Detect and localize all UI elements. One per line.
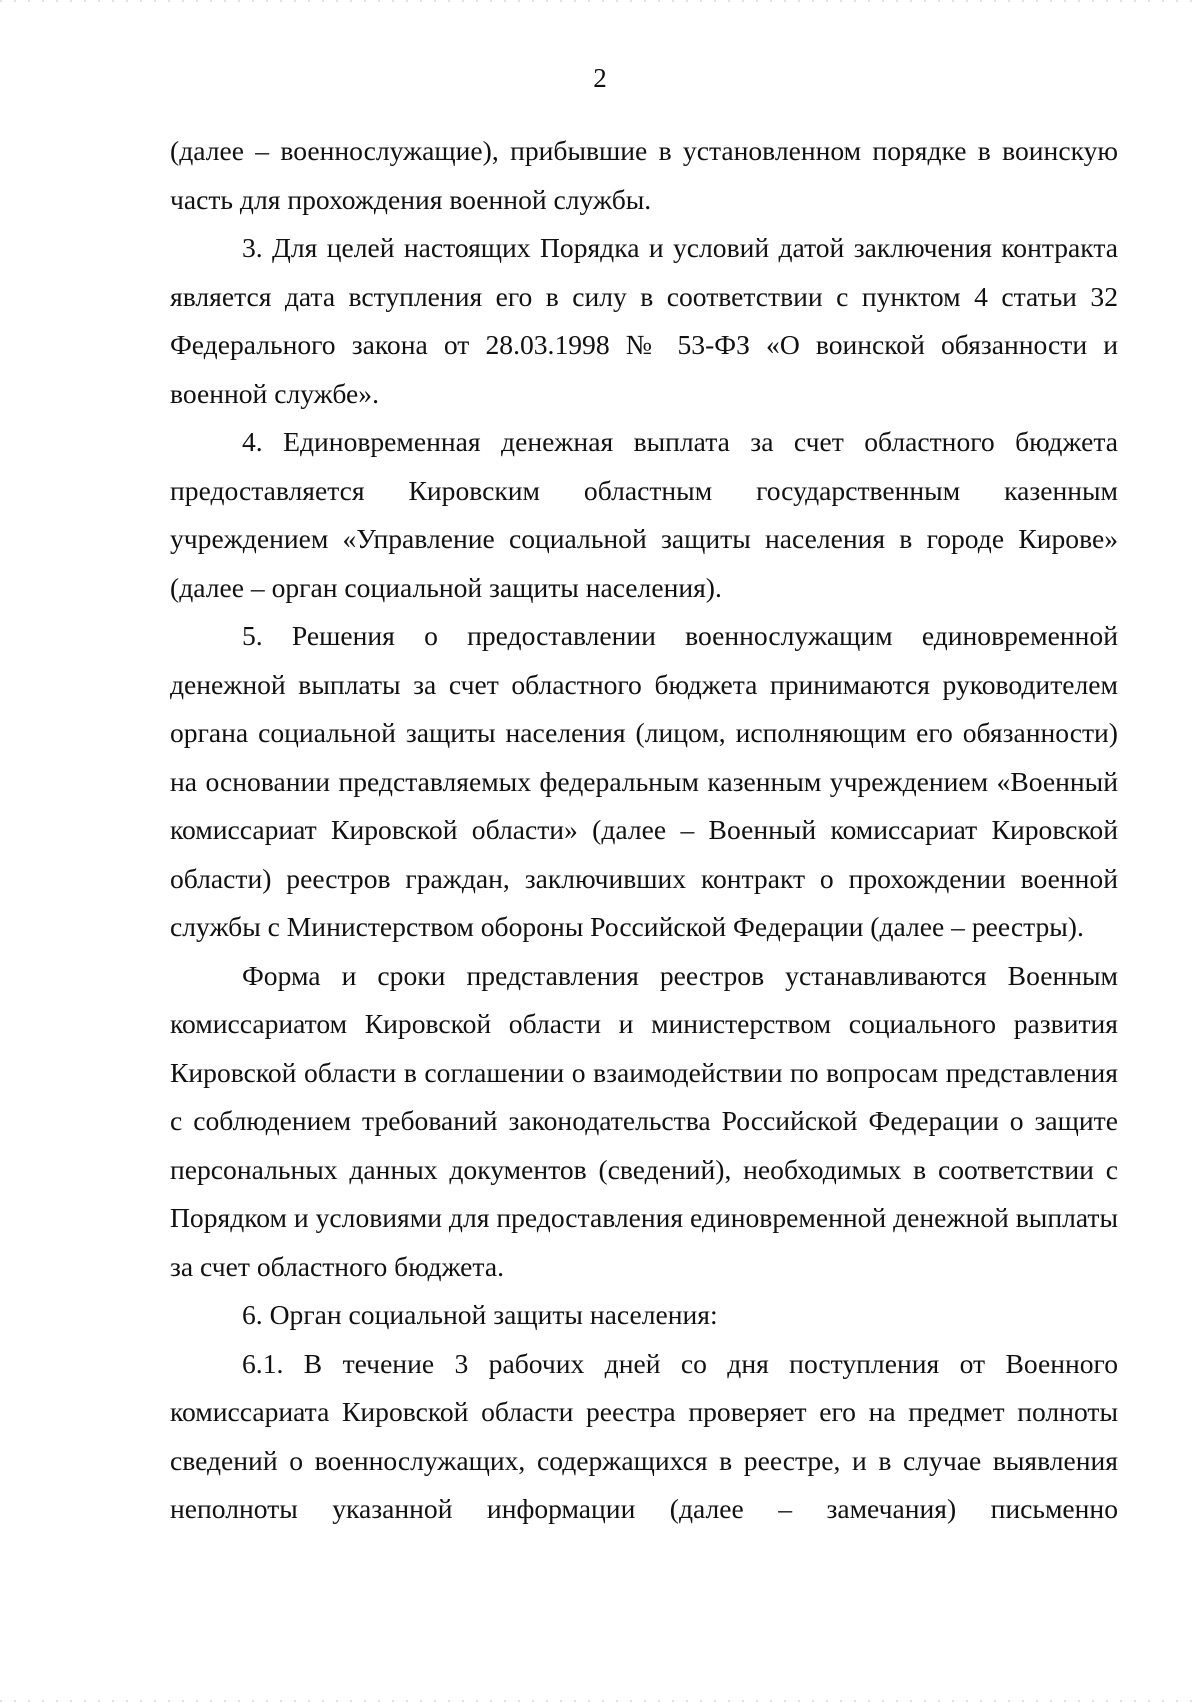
scan-edge-top [0, 0, 1200, 2]
paragraph-item-3: 3. Для целей настоящих Порядка и условий датой заключения контракта является дата вступления его в силу в соответствии с пунктом 4 статьи 32 Федерального закона от 28.03.1998 № 53-ФЗ «О воинской обязанности и военной службе». [170, 232, 1118, 409]
paragraph-reestry-form: Форма и сроки представления реестров устанавливаются Военным комиссариатом Кировской области и министерством социального развития Кировской области в соглашении о взаимодействии по вопросам представления с соблюдением требований законодательства Российской Федерации о защите персональных данных документов (сведений), необходимых в соответствии с Порядком и условиями для предоставления единовременной денежной выплаты за счет областного бюджета. [170, 959, 1118, 1282]
page-number: 2 [593, 63, 607, 93]
paragraph-continuation: (далее – военнослужащие), прибывшие в установленном порядке в воинскую часть для прохождения военной службы. [170, 135, 1118, 215]
paragraph-item-4: 4. Единовременная денежная выплата за счет областного бюджета предоставляется Кировским областным государственным казенным учреждением «Управление социальной защиты населения в городе Кирове» (далее – орган социальной защиты населения). [170, 426, 1118, 603]
paragraph-item-5: 5. Решения о предоставлении военнослужащим единовременной денежной выплаты за счет областного бюджета принимаются руководителем органа социальной защиты населения (лицом, исполняющим его обязанности) на основании представляемых федеральным казенным учреждением «Военный комиссариат Кировской области» (далее – Военный комиссариат Кировской области) реестров граждан, заключивших контракт о прохождении военной службы с Министерством обороны Российской Федерации (далее – реестры). [170, 620, 1118, 942]
paragraph-item-6-1: 6.1. В течение 3 рабочих дней со дня поступления от Военного комиссариата Кировской области реестра проверяет его на предмет полноты сведений о военнослужащих, содержащихся в реестре, и в случае выявления неполноты указанной информации (далее – замечания) письменно [170, 1347, 1118, 1524]
paragraph-item-6: 6. Орган социальной защиты населения: [242, 1299, 718, 1330]
document-body [170, 127, 1118, 1534]
